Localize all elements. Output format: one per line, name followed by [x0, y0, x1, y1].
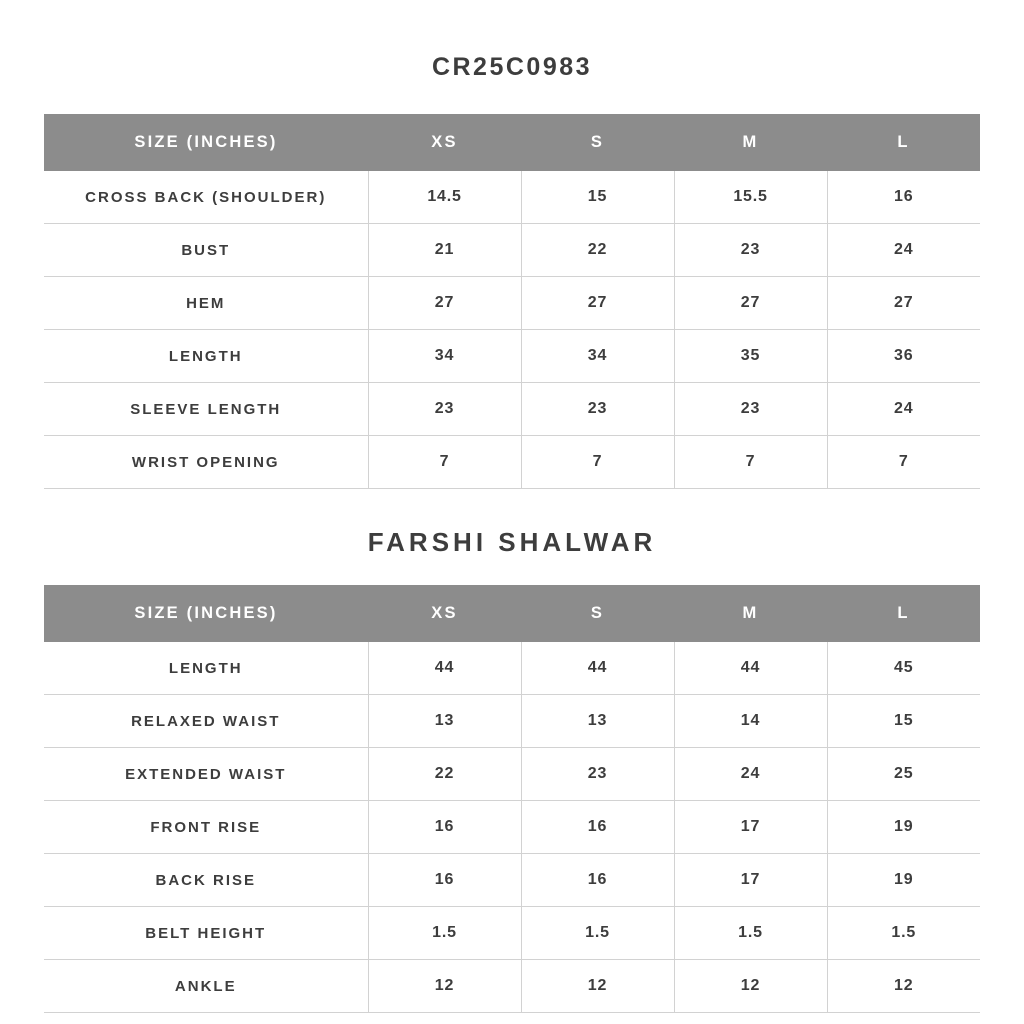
table-row: [44, 642, 980, 695]
size-table-one-wrapper: [44, 114, 980, 489]
table-row: [44, 748, 980, 801]
column-header-xs: XS: [368, 114, 521, 171]
cell-m: 1.5: [674, 907, 827, 960]
cell-s: 12: [521, 960, 674, 1013]
cell-xs: 1.5: [368, 907, 521, 960]
cell-m: 14: [674, 695, 827, 748]
cell-xs: 13: [368, 695, 521, 748]
column-header-l: L: [827, 114, 980, 171]
cell-s: 23: [521, 748, 674, 801]
cell-s: 16: [521, 801, 674, 854]
cell-m: 17: [674, 854, 827, 907]
row-label: RELAXED WAIST: [44, 695, 368, 748]
page-title: CR25C0983: [431, 53, 593, 81]
section-title-farshi-shalwar: FARSHI SHALWAR: [367, 527, 657, 557]
cell-l: 24: [827, 383, 980, 436]
cell-m: 44: [674, 642, 827, 695]
size-table-two-body: [44, 642, 980, 1013]
column-header-measurement: SIZE (INCHES): [44, 585, 368, 642]
table-row: [44, 907, 980, 960]
cell-l: 19: [827, 801, 980, 854]
cell-xs: 21: [368, 224, 521, 277]
cell-m: 7: [674, 436, 827, 489]
cell-s: 13: [521, 695, 674, 748]
table-header-row: [44, 585, 980, 642]
cell-l: 7: [827, 436, 980, 489]
column-header-xs: XS: [368, 585, 521, 642]
row-label: BELT HEIGHT: [44, 907, 368, 960]
cell-l: 27: [827, 277, 980, 330]
cell-m: 24: [674, 748, 827, 801]
column-header-l: L: [827, 585, 980, 642]
cell-xs: 22: [368, 748, 521, 801]
cell-s: 44: [521, 642, 674, 695]
column-header-measurement: SIZE (INCHES): [44, 114, 368, 171]
cell-l: 24: [827, 224, 980, 277]
cell-xs: 16: [368, 801, 521, 854]
row-label: EXTENDED WAIST: [44, 748, 368, 801]
table-row: [44, 695, 980, 748]
row-label: WRIST OPENING: [44, 436, 368, 489]
cell-s: 23: [521, 383, 674, 436]
cell-s: 7: [521, 436, 674, 489]
row-label: LENGTH: [44, 642, 368, 695]
row-label: BACK RISE: [44, 854, 368, 907]
cell-s: 22: [521, 224, 674, 277]
cell-l: 1.5: [827, 907, 980, 960]
row-label: CROSS BACK (SHOULDER): [44, 171, 368, 224]
cell-l: 25: [827, 748, 980, 801]
cell-xs: 16: [368, 854, 521, 907]
cell-m: 23: [674, 224, 827, 277]
column-header-m: M: [674, 585, 827, 642]
cell-xs: 7: [368, 436, 521, 489]
cell-l: 12: [827, 960, 980, 1013]
cell-s: 27: [521, 277, 674, 330]
table-row: [44, 330, 980, 383]
column-header-s: S: [521, 114, 674, 171]
cell-s: 34: [521, 330, 674, 383]
column-header-m: M: [674, 114, 827, 171]
cell-l: 19: [827, 854, 980, 907]
row-label: ANKLE: [44, 960, 368, 1013]
cell-l: 45: [827, 642, 980, 695]
cell-m: 17: [674, 801, 827, 854]
row-label: SLEEVE LENGTH: [44, 383, 368, 436]
cell-s: 15: [521, 171, 674, 224]
cell-m: 23: [674, 383, 827, 436]
cell-m: 15.5: [674, 171, 827, 224]
cell-xs: 23: [368, 383, 521, 436]
cell-s: 1.5: [521, 907, 674, 960]
size-table-one-head: [44, 114, 980, 171]
table-row: [44, 854, 980, 907]
cell-xs: 44: [368, 642, 521, 695]
size-table-two-head: [44, 585, 980, 642]
table-row: [44, 277, 980, 330]
cell-l: 15: [827, 695, 980, 748]
table-row: [44, 383, 980, 436]
cell-m: 12: [674, 960, 827, 1013]
size-table-one-body: [44, 171, 980, 489]
cell-m: 35: [674, 330, 827, 383]
row-label: FRONT RISE: [44, 801, 368, 854]
cell-xs: 27: [368, 277, 521, 330]
table-row: [44, 224, 980, 277]
cell-xs: 12: [368, 960, 521, 1013]
size-table-two-wrapper: [44, 585, 980, 1013]
cell-m: 27: [674, 277, 827, 330]
table-row: [44, 960, 980, 1013]
cell-l: 16: [827, 171, 980, 224]
row-label: LENGTH: [44, 330, 368, 383]
size-table-one: [44, 114, 980, 489]
table-row: [44, 801, 980, 854]
table-header-row: [44, 114, 980, 171]
cell-l: 36: [827, 330, 980, 383]
cell-xs: 34: [368, 330, 521, 383]
row-label: HEM: [44, 277, 368, 330]
cell-s: 16: [521, 854, 674, 907]
column-header-s: S: [521, 585, 674, 642]
cell-xs: 14.5: [368, 171, 521, 224]
table-row: [44, 171, 980, 224]
row-label: BUST: [44, 224, 368, 277]
size-table-two: [44, 585, 980, 1013]
table-row: [44, 436, 980, 489]
